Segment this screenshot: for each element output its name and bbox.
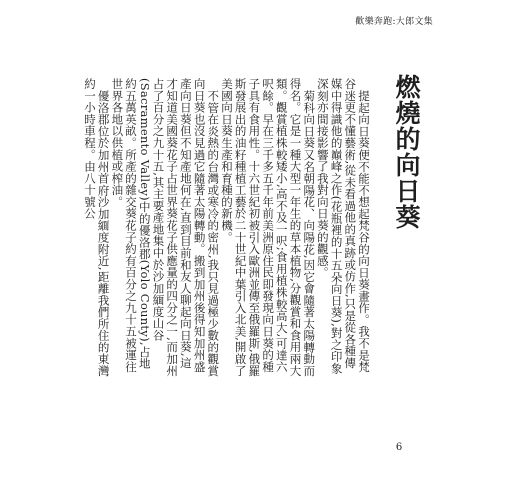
paragraph: 不管在炎熱的台灣或寒冷的密州,我只見過極少數的觀賞向日葵也沒見過它隨著太陽轉動。搬到加州後得知加州盛產向日葵但不知產地何在,直到目前和友人聊起向日葵,這才知道美國葵花子占世界葵花子供應量的四分之一,而加州占了百分之九十五,其主要產地集中於沙加緬度山谷(Sacramento Valley)中的優洛郡(Yolo County),占地約五萬英畝。所產的雜交葵花子約有百分之九十五被運往世界各地以供植或榨油。: [110, 78, 221, 377]
chapter-title: 燃燒的向日葵: [392, 74, 421, 230]
running-header: 歡樂奔跑:大郎文集: [355, 17, 433, 27]
paragraph: 菊科向日葵又名朝陽花、向陽花,因它會隨著太陽轉動而得名。它是一種大型一年生的草本植物,分觀賞和食用兩大類。觀賞植株較矮小,高不及一呎;食用植株較高大,可達六呎餘。早在三千多五千年前美洲原住民即發現向日葵的種子具有食用性。十六世紀初被引入歐洲並傳至俄羅斯,俄羅斯發展出的油籽種植工藝於二十世紀中葉引入北美,開啟了美國向日葵生產和育種的新機。: [219, 78, 317, 377]
paragraph: 提起向日葵便不能不想起梵谷的向日葵畫作。我不是梵谷迷更不懂藝術,從未看過他的真跡或仿作,只是從各種傳媒中得識他的巔峰之作(花瓶裡的十五朵向日葵),對之印象深刻亦間接影響了我對向日葵的觀感。: [315, 78, 371, 375]
body-text: [82, 78, 371, 378]
page-number: 6: [395, 442, 403, 453]
paragraph: 優洛郡位於加州首府沙加緬度附近,距離我們所住的東灣約一小時車程。由八十號公: [82, 78, 111, 377]
